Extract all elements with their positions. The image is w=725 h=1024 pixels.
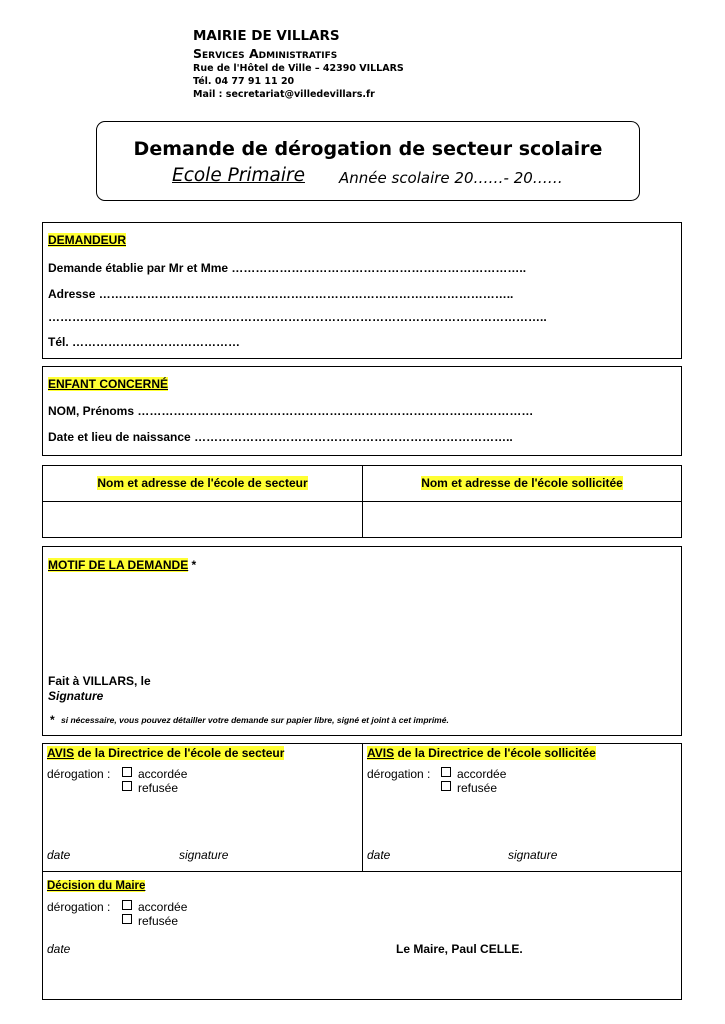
checkbox-icon[interactable]: [122, 914, 132, 924]
motif-section: [42, 546, 682, 736]
avis-secteur-derogation-label: dérogation :: [47, 767, 111, 781]
avis-secteur-label: AVIS: [47, 746, 75, 760]
title-box: [96, 121, 640, 201]
ecole-sollicitee-header: Nom et adresse de l'école sollicitée: [421, 476, 623, 490]
avis-section: [42, 743, 682, 1000]
maire-name: Le Maire, Paul CELLE.: [396, 942, 523, 956]
avis-secteur-date: date: [47, 848, 71, 862]
demandeur-section: [42, 222, 682, 359]
ecoles-table: [42, 465, 682, 538]
checkbox-icon[interactable]: [441, 781, 451, 791]
avis-secteur-refusee[interactable]: refusée: [122, 781, 178, 795]
form-title: Demande de dérogation de secteur scolaire: [133, 138, 603, 160]
avis-secteur-signature: signature: [179, 848, 229, 862]
avis-sollicitee-accordee[interactable]: accordée: [441, 767, 506, 781]
org-tel: Tél. 04 77 91 11 20: [193, 76, 295, 87]
demandeur-address-line2[interactable]: ……………………………………………………………………………………………………………..: [48, 310, 547, 324]
enfant-section: [42, 366, 682, 456]
school-type: Ecole Primaire: [172, 165, 305, 186]
signature-label: Signature: [48, 689, 104, 703]
avis-secteur-accordee[interactable]: accordée: [122, 767, 187, 781]
avis-secteur-heading: de la Directrice de l'école de secteur: [74, 746, 285, 760]
enfant-birth-field[interactable]: Date et lieu de naissance ……………………………………………………………………..: [48, 430, 513, 444]
ecole-secteur-cell[interactable]: [44, 503, 361, 536]
enfant-name-field[interactable]: NOM, Prénoms ………………………………………………………………………………………: [48, 404, 534, 418]
maire-heading: Décision du Maire: [47, 880, 146, 892]
org-name: MAIRIE DE VILLARS: [193, 28, 340, 44]
motif-text-area[interactable]: [48, 579, 676, 669]
maire-date: date: [47, 942, 71, 956]
demandeur-address-field[interactable]: Adresse …………………………………………………………………………………………..: [48, 287, 514, 301]
avis-sollicitee-date: date: [367, 848, 391, 862]
checkbox-icon[interactable]: [122, 767, 132, 777]
enfant-heading: ENFANT CONCERNÉ: [48, 377, 169, 391]
checkbox-icon[interactable]: [122, 781, 132, 791]
motif-note: si nécessaire, vous pouvez détailler votre demande sur papier libre, signé et joint à cet imprimé.: [61, 715, 449, 725]
avis-sollicitee-refusee[interactable]: refusée: [441, 781, 497, 795]
avis-sollicitee-derogation-label: dérogation :: [367, 767, 431, 781]
demandeur-tel-field[interactable]: Tél. ……………………………………: [48, 335, 241, 349]
demandeur-name-field[interactable]: Demande établie par Mr et Mme ………………………………………………………………..: [48, 261, 527, 275]
maire-accordee[interactable]: accordée: [122, 900, 187, 914]
fait-a-label: Fait à VILLARS, le: [48, 674, 151, 688]
ecole-secteur-header: Nom et adresse de l'école de secteur: [97, 476, 308, 490]
motif-heading: MOTIF DE LA DEMANDE: [48, 558, 189, 572]
maire-derogation-label: dérogation :: [47, 900, 111, 914]
avis-sollicitee-label: AVIS: [367, 746, 395, 760]
services-name: Services Administratifs: [193, 46, 338, 61]
school-year: Année scolaire 20……- 20……: [339, 169, 563, 187]
maire-refusee[interactable]: refusée: [122, 914, 178, 928]
checkbox-icon[interactable]: [441, 767, 451, 777]
motif-star: *: [188, 558, 197, 572]
demandeur-heading: DEMANDEUR: [48, 233, 126, 247]
org-address: Rue de l'Hôtel de Ville – 42390 VILLARS: [193, 63, 404, 74]
ecole-sollicitee-cell[interactable]: [364, 503, 680, 536]
checkbox-icon[interactable]: [122, 900, 132, 910]
avis-sollicitee-heading: de la Directrice de l'école sollicitée: [394, 746, 596, 760]
avis-sollicitee-signature: signature: [508, 848, 558, 862]
note-star: *: [50, 713, 55, 727]
org-mail: Mail : secretariat@villedevillars.fr: [193, 89, 375, 100]
